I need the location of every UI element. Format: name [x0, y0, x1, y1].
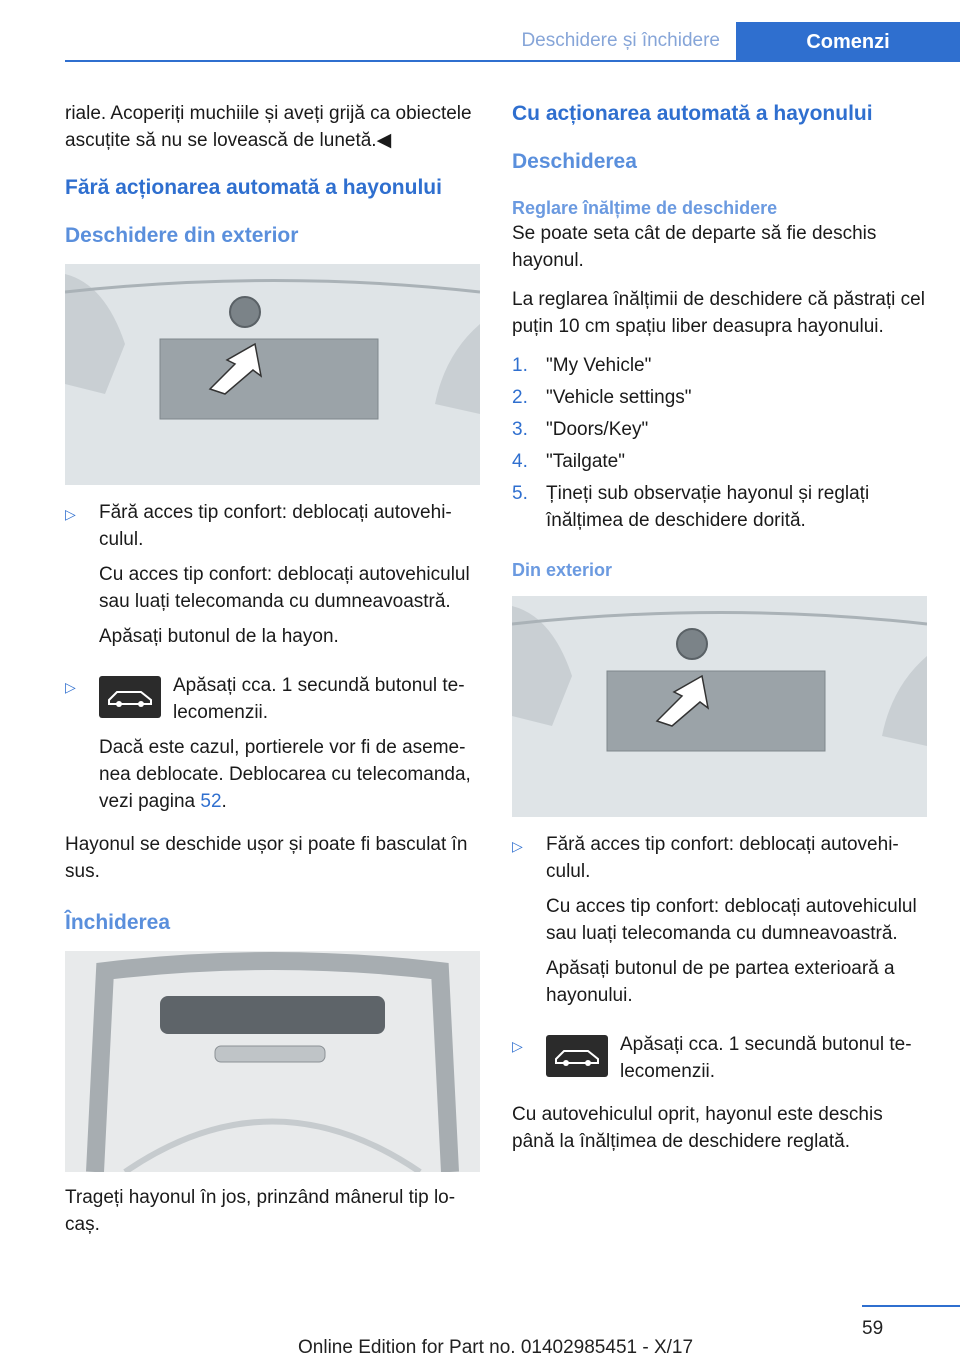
list-item: 3. "Doors/Key"	[512, 419, 649, 440]
list-item: 5. Țineți sub observație hayonul și reglați înălțimea de deschidere dorită.	[512, 483, 870, 531]
header-divider	[65, 60, 960, 62]
body-text: Cu autovehiculul oprit, hayonul este deschis până la înălțimea de deschidere reglată.	[512, 1104, 883, 1152]
bullet-item	[65, 499, 483, 658]
body-text: La reglarea înălțimii de deschidere că păstrați cel puțin 10 cm spațiu liber deasupra hayonului.	[512, 289, 925, 337]
bullet-marker: ▷	[512, 838, 523, 854]
car-key-icon	[99, 676, 161, 718]
bullet-item	[512, 831, 930, 1017]
bullet-marker: ▷	[65, 506, 76, 522]
tailgate-exterior-image-2	[512, 596, 927, 817]
bullet-text: Apăsați cca. 1 secundă butonul telecomenzii.	[620, 1034, 912, 1082]
bullet-text: Dacă este cazul, portierele vor fi de asemenea deblocate. Deblocarea cu telecomanda, vezi pagina 52.	[99, 737, 471, 812]
bullet-text: Cu acces tip confort: deblocați autovehiculul sau luați telecomanda cu dumneavoastră.	[546, 896, 917, 944]
intro-text: riale. Acoperiți muchiile și aveți grijă ca obiectele ascuțite să nu se lovească de lunetă.◀	[65, 103, 472, 151]
header-chapter-tab: Comenzi	[736, 22, 960, 62]
bullet-text: Fără acces tip confort: deblocați autovehiculul.	[546, 834, 899, 882]
bullet-item	[65, 672, 483, 823]
left-column	[65, 100, 483, 1250]
list-item: 4. "Tailgate"	[512, 451, 625, 472]
bullet-text: Apăsați butonul de la hayon.	[99, 626, 339, 647]
bullet-marker: ▷	[65, 679, 76, 695]
bullet-marker: ▷	[512, 1038, 523, 1054]
heading-open: Deschiderea	[512, 150, 637, 173]
car-key-icon	[546, 1035, 608, 1077]
steps-list	[512, 352, 930, 534]
body-text: Se poate seta cât de departe să fie deschis hayonul.	[512, 223, 877, 271]
footer-edition: Online Edition for Part no. 01402985451 - X/17	[298, 1337, 694, 1358]
heading-manual-tailgate: Fără acționarea automată a hayonului	[65, 176, 442, 199]
heading-open-exterior: Deschidere din exterior	[65, 224, 299, 247]
bullet-text: Apăsați cca. 1 secundă butonul telecomenzii.	[173, 675, 465, 723]
bullet-item	[512, 1031, 930, 1093]
bullet-text: Fără acces tip confort: deblocați autovehiculul.	[99, 502, 452, 550]
list-item: 1. "My Vehicle"	[512, 355, 652, 376]
heading-from-exterior: Din exterior	[512, 560, 613, 580]
page-number: 59	[862, 1318, 884, 1339]
tailgate-interior-image	[65, 951, 480, 1172]
list-item: 2. "Vehicle settings"	[512, 387, 692, 408]
right-column	[512, 100, 930, 1167]
header-section-title: Deschidere și închidere	[521, 30, 720, 51]
tailgate-exterior-image	[65, 264, 480, 485]
heading-auto-tailgate: Cu acționarea automată a hayonului	[512, 102, 873, 125]
page-link[interactable]: 52	[200, 791, 222, 812]
bullet-text: Apăsați butonul de pe partea exterioară a hayonului.	[546, 958, 895, 1006]
body-text: Trageți hayonul în jos, prinzând mânerul tip locaș.	[65, 1187, 456, 1235]
footer-divider	[862, 1305, 960, 1307]
bullet-text: Cu acces tip confort: deblocați autovehiculul sau luați telecomanda cu dumneavoastră.	[99, 564, 470, 612]
heading-close: Închiderea	[65, 911, 171, 934]
body-text: Hayonul se deschide ușor și poate fi basculat în sus.	[65, 834, 468, 882]
heading-open-height: Reglare înălțime de deschidere	[512, 198, 778, 218]
